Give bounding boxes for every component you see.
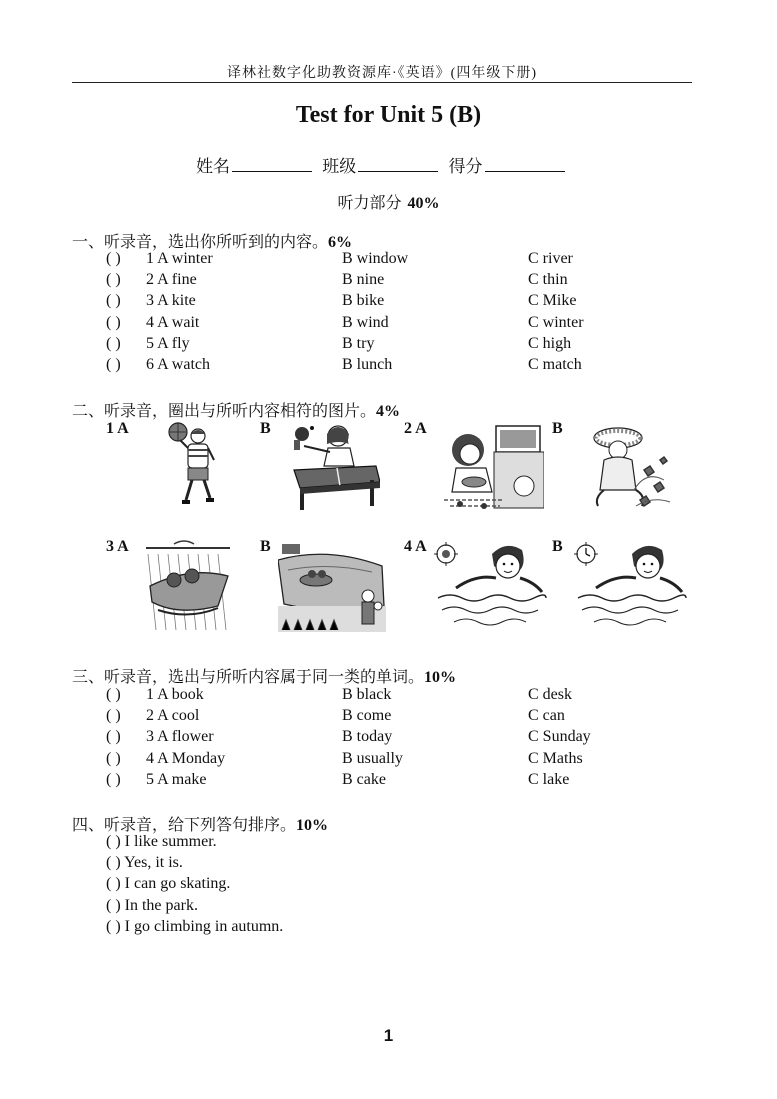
answer-blank[interactable]: ( ) [106, 334, 121, 352]
option-b[interactable]: B black [342, 686, 392, 703]
option-c[interactable]: C lake [528, 770, 570, 788]
option-b[interactable]: B nine [342, 271, 385, 289]
boy-swimming-picture-b[interactable] [574, 540, 688, 632]
answer-blank[interactable]: ( ) [106, 686, 121, 703]
option-b[interactable]: B wind [342, 313, 389, 331]
option-a[interactable]: 2 A fine [146, 271, 197, 289]
boat-rain-picture[interactable] [144, 540, 232, 632]
boy-swimming-picture[interactable] [434, 540, 548, 632]
boy-basketball-picture[interactable] [160, 420, 224, 512]
listening-percent: 40% [407, 195, 440, 212]
class-blank[interactable] [358, 157, 438, 172]
section-4-title [72, 812, 328, 835]
pic-label-3b: B [260, 538, 271, 555]
section-2-title [72, 398, 400, 421]
option-c[interactable]: C high [528, 334, 572, 352]
section-3-row [106, 686, 572, 707]
section-1-row [106, 356, 582, 377]
pic-label-1b: B [260, 420, 271, 437]
option-a[interactable]: 5 A fly [146, 334, 190, 352]
answer-blank[interactable]: ( ) [106, 313, 121, 331]
section-1-label: 一、听录音，选出你所听到的内容。 [72, 234, 329, 251]
student-info [196, 152, 571, 177]
section-4-row[interactable]: ( ) I go climbing in autumn. [106, 917, 284, 935]
option-a[interactable]: 6 A watch [146, 356, 210, 373]
pic-label-3a: 3 A [106, 538, 129, 555]
section-1-row [106, 334, 572, 356]
option-c[interactable]: C thin [528, 271, 568, 289]
section-1-row [106, 271, 568, 292]
section-2-percent: 4% [376, 403, 401, 420]
option-b[interactable]: B cake [342, 770, 386, 788]
option-b[interactable]: B lunch [342, 356, 393, 373]
option-c[interactable]: C match [528, 356, 582, 373]
answer-blank[interactable]: ( ) [106, 292, 121, 310]
answer-blank[interactable]: ( ) [106, 770, 121, 788]
section-4-row[interactable]: ( ) I can go skating. [106, 875, 231, 893]
pic-label-4a: 4 A [404, 538, 427, 555]
option-b[interactable]: B today [342, 728, 393, 746]
option-a[interactable]: 1 A winter [146, 250, 213, 267]
section-4-label: 四、听录音，给下列答句排序。 [72, 817, 297, 834]
pic-label-4b: B [552, 538, 563, 555]
answer-blank[interactable]: ( ) [106, 707, 121, 725]
section-4-percent: 10% [296, 817, 329, 834]
section-1-row [106, 313, 584, 335]
page-header: 译林社数字化助教资源库·《英语》(四年级下册) [227, 66, 537, 81]
section-1-row [106, 250, 573, 271]
option-c[interactable]: C river [528, 250, 573, 267]
pic-label-2b: B [552, 420, 563, 437]
section-4-row[interactable]: ( ) In the park. [106, 896, 198, 914]
score-blank[interactable] [485, 157, 565, 172]
score-label: 得分 [448, 157, 483, 176]
option-a[interactable]: 1 A book [146, 686, 204, 703]
header-divider [72, 82, 692, 83]
page-number: 1 [383, 1026, 394, 1045]
option-c[interactable]: C Maths [528, 749, 583, 767]
class-label: 班级 [322, 157, 357, 176]
section-3-row [106, 728, 591, 749]
page-title: Test for Unit 5 (B) [295, 102, 482, 128]
answer-blank[interactable]: ( ) [106, 749, 121, 767]
section-3-title [72, 664, 456, 687]
park-boat-picture[interactable] [278, 540, 386, 632]
section-1-title [72, 229, 352, 252]
section-2-label: 二、听录音，圈出与所听内容相符的图片。 [72, 403, 377, 420]
option-a[interactable]: 4 A wait [146, 313, 200, 331]
option-b[interactable]: B try [342, 334, 375, 352]
answer-blank[interactable]: ( ) [106, 250, 121, 267]
pic-label-1a: 1 A [106, 420, 129, 437]
name-label: 姓名 [196, 157, 230, 176]
section-3-percent: 10% [424, 669, 457, 686]
girl-garden-picture[interactable] [574, 420, 674, 516]
option-c[interactable]: C desk [528, 686, 572, 703]
option-a[interactable]: 4 A Monday [146, 749, 226, 767]
option-b[interactable]: B bike [342, 292, 385, 310]
option-b[interactable]: B usually [342, 749, 403, 767]
section-4-row[interactable]: ( ) I like summer. [106, 833, 217, 850]
section-1-row [106, 292, 577, 313]
option-c[interactable]: C winter [528, 313, 584, 331]
option-a[interactable]: 2 A cool [146, 707, 200, 725]
girl-cooking-picture[interactable] [440, 420, 544, 516]
pic-label-2a: 2 A [404, 420, 427, 437]
option-a[interactable]: 3 A flower [146, 728, 214, 746]
section-1-percent: 6% [328, 234, 353, 251]
option-c[interactable]: C Sunday [528, 728, 591, 746]
section-3-row [106, 707, 565, 728]
section-4-row[interactable]: ( ) Yes, it is. [106, 854, 183, 872]
answer-blank[interactable]: ( ) [106, 271, 121, 289]
listening-label: 听力部分 [337, 195, 402, 212]
option-a[interactable]: 5 A make [146, 770, 207, 788]
name-blank[interactable] [232, 157, 312, 172]
answer-blank[interactable]: ( ) [106, 356, 121, 373]
section-3-row [106, 749, 583, 771]
option-b[interactable]: B come [342, 707, 392, 725]
option-c[interactable]: C can [528, 707, 565, 725]
option-b[interactable]: B window [342, 250, 409, 267]
listening-part-title [0, 190, 777, 213]
option-c[interactable]: C Mike [528, 292, 577, 310]
section-3-label: 三、听录音，选出与所听内容属于同一类的单词。 [72, 669, 425, 686]
girl-table-tennis-picture[interactable] [290, 420, 380, 512]
answer-blank[interactable]: ( ) [106, 728, 121, 746]
section-3-row [106, 770, 570, 792]
option-a[interactable]: 3 A kite [146, 292, 196, 310]
